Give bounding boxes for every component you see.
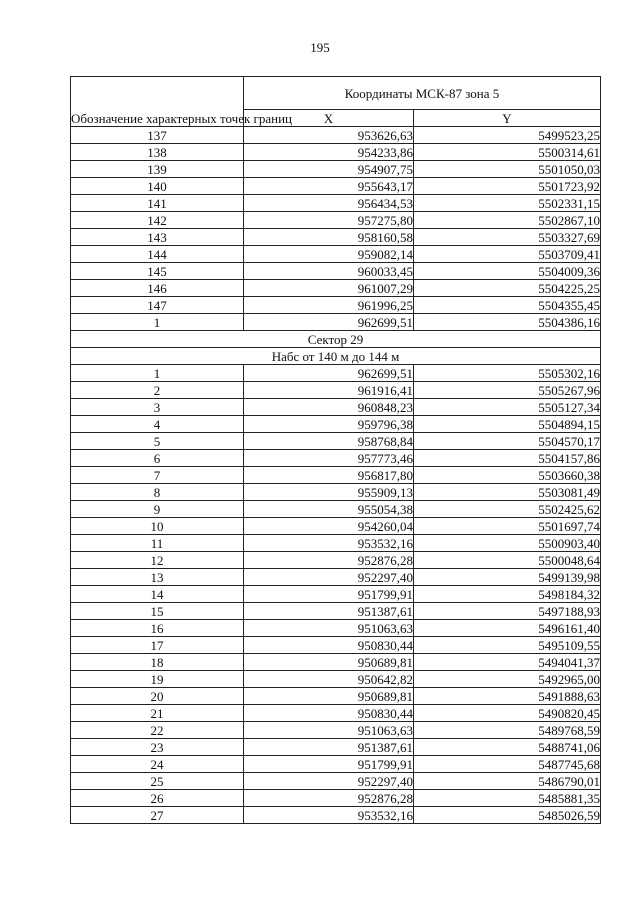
y-coordinate-cell: 5503709,41 [414, 246, 601, 263]
point-number-cell: 140 [71, 178, 244, 195]
y-coordinate-cell: 5504570,17 [414, 433, 601, 450]
point-number-cell: 23 [71, 739, 244, 756]
table-row [71, 773, 601, 790]
coordinate-system-header: Координаты МСК-87 зона 5 [244, 77, 601, 110]
point-number-cell: 14 [71, 586, 244, 603]
table-row [71, 807, 601, 824]
table-row [71, 399, 601, 416]
y-coordinate-cell: 5491888,63 [414, 688, 601, 705]
y-coordinate-cell: 5495109,55 [414, 637, 601, 654]
table-body-continued [71, 127, 601, 331]
y-column-header: Y [414, 110, 601, 127]
x-coordinate-cell: 951387,61 [244, 739, 414, 756]
y-coordinate-cell: 5497188,93 [414, 603, 601, 620]
table-row [71, 280, 601, 297]
y-coordinate-cell: 5496161,40 [414, 620, 601, 637]
x-coordinate-cell: 950830,44 [244, 637, 414, 654]
x-coordinate-cell: 953532,16 [244, 535, 414, 552]
x-coordinate-cell: 956817,80 [244, 467, 414, 484]
point-number-cell: 5 [71, 433, 244, 450]
table-row [71, 671, 601, 688]
y-coordinate-cell: 5490820,45 [414, 705, 601, 722]
point-number-cell: 138 [71, 144, 244, 161]
x-coordinate-cell: 961916,41 [244, 382, 414, 399]
x-coordinate-cell: 958160,58 [244, 229, 414, 246]
y-coordinate-cell: 5502867,10 [414, 212, 601, 229]
table-row [71, 688, 601, 705]
y-coordinate-cell: 5488741,06 [414, 739, 601, 756]
y-coordinate-cell: 5499139,98 [414, 569, 601, 586]
point-number-cell: 15 [71, 603, 244, 620]
table-row [71, 127, 601, 144]
point-number-cell: 144 [71, 246, 244, 263]
x-coordinate-cell: 955909,13 [244, 484, 414, 501]
point-number-cell: 6 [71, 450, 244, 467]
y-coordinate-cell: 5504386,16 [414, 314, 601, 331]
point-number-cell: 139 [71, 161, 244, 178]
x-coordinate-cell: 951799,91 [244, 586, 414, 603]
point-number-cell: 17 [71, 637, 244, 654]
coordinates-table [70, 76, 601, 824]
x-coordinate-cell: 952297,40 [244, 569, 414, 586]
point-number-cell: 27 [71, 807, 244, 824]
x-coordinate-cell: 960033,45 [244, 263, 414, 280]
table-row [71, 144, 601, 161]
table-row [71, 603, 601, 620]
sector-heading-group [71, 331, 601, 365]
x-coordinate-cell: 951799,91 [244, 756, 414, 773]
y-coordinate-cell: 5500314,61 [414, 144, 601, 161]
point-number-cell: 25 [71, 773, 244, 790]
y-coordinate-cell: 5492965,00 [414, 671, 601, 688]
x-coordinate-cell: 956434,53 [244, 195, 414, 212]
point-number-cell: 8 [71, 484, 244, 501]
point-number-cell: 16 [71, 620, 244, 637]
table-row [71, 722, 601, 739]
x-coordinate-cell: 962699,51 [244, 314, 414, 331]
y-coordinate-cell: 5502331,15 [414, 195, 601, 212]
sector-title: Сектор 29 [71, 331, 601, 348]
x-coordinate-cell: 952876,28 [244, 790, 414, 807]
x-coordinate-cell: 950689,81 [244, 688, 414, 705]
x-coordinate-cell: 953626,63 [244, 127, 414, 144]
point-number-cell: 142 [71, 212, 244, 229]
table-row [71, 484, 601, 501]
x-coordinate-cell: 959796,38 [244, 416, 414, 433]
y-coordinate-cell: 5501723,92 [414, 178, 601, 195]
x-coordinate-cell: 957773,46 [244, 450, 414, 467]
table-row [71, 569, 601, 586]
y-coordinate-cell: 5500903,40 [414, 535, 601, 552]
y-coordinate-cell: 5504157,86 [414, 450, 601, 467]
y-coordinate-cell: 5485881,35 [414, 790, 601, 807]
table-row [71, 195, 601, 212]
point-number-cell: 2 [71, 382, 244, 399]
y-coordinate-cell: 5502425,62 [414, 501, 601, 518]
page-number: 195 [310, 40, 330, 55]
y-coordinate-cell: 5504009,36 [414, 263, 601, 280]
x-coordinate-cell: 961007,29 [244, 280, 414, 297]
table-row [71, 416, 601, 433]
point-number-cell: 19 [71, 671, 244, 688]
y-coordinate-cell: 5503660,38 [414, 467, 601, 484]
point-number-cell: 9 [71, 501, 244, 518]
table-row [71, 450, 601, 467]
table-row [71, 586, 601, 603]
point-number-cell: 26 [71, 790, 244, 807]
table-row [71, 263, 601, 280]
x-coordinate-cell: 950689,81 [244, 654, 414, 671]
table-row [71, 178, 601, 195]
table-header [71, 77, 601, 127]
point-number-cell: 137 [71, 127, 244, 144]
y-coordinate-cell: 5503081,49 [414, 484, 601, 501]
y-coordinate-cell: 5505127,34 [414, 399, 601, 416]
table-row [71, 161, 601, 178]
point-number-cell: 141 [71, 195, 244, 212]
table-row [71, 654, 601, 671]
point-number-cell: 18 [71, 654, 244, 671]
point-number-cell: 22 [71, 722, 244, 739]
y-coordinate-cell: 5505267,96 [414, 382, 601, 399]
table-row [71, 756, 601, 773]
x-coordinate-cell: 961996,25 [244, 297, 414, 314]
table-row [71, 246, 601, 263]
table-row [71, 297, 601, 314]
y-coordinate-cell: 5501050,03 [414, 161, 601, 178]
y-coordinate-cell: 5489768,59 [414, 722, 601, 739]
table-row [71, 365, 601, 382]
table-row [71, 705, 601, 722]
table-body-sector [71, 365, 601, 824]
table-row [71, 467, 601, 484]
x-coordinate-cell: 951063,63 [244, 722, 414, 739]
x-coordinate-cell: 957275,80 [244, 212, 414, 229]
y-coordinate-cell: 5500048,64 [414, 552, 601, 569]
y-coordinate-cell: 5504355,45 [414, 297, 601, 314]
point-number-cell: 1 [71, 365, 244, 382]
x-coordinate-cell: 950642,82 [244, 671, 414, 688]
table-row [71, 552, 601, 569]
x-coordinate-cell: 954260,04 [244, 518, 414, 535]
x-coordinate-cell: 958768,84 [244, 433, 414, 450]
y-coordinate-cell: 5487745,68 [414, 756, 601, 773]
point-column-header: Обозначение характерных точек границ [71, 77, 244, 127]
x-coordinate-cell: 959082,14 [244, 246, 414, 263]
table-row [71, 212, 601, 229]
point-number-cell: 20 [71, 688, 244, 705]
y-coordinate-cell: 5504225,25 [414, 280, 601, 297]
y-coordinate-cell: 5501697,74 [414, 518, 601, 535]
y-coordinate-cell: 5485026,59 [414, 807, 601, 824]
point-number-cell: 143 [71, 229, 244, 246]
point-number-cell: 10 [71, 518, 244, 535]
point-number-cell: 24 [71, 756, 244, 773]
point-number-cell: 146 [71, 280, 244, 297]
table-row [71, 790, 601, 807]
y-coordinate-cell: 5504894,15 [414, 416, 601, 433]
table-row [71, 620, 601, 637]
x-coordinate-cell: 953532,16 [244, 807, 414, 824]
table-row [71, 314, 601, 331]
point-number-cell: 145 [71, 263, 244, 280]
point-number-cell: 13 [71, 569, 244, 586]
point-number-cell: 12 [71, 552, 244, 569]
point-number-cell: 11 [71, 535, 244, 552]
point-number-cell: 3 [71, 399, 244, 416]
x-coordinate-cell: 951063,63 [244, 620, 414, 637]
x-column-header: X [244, 110, 414, 127]
table-row [71, 739, 601, 756]
y-coordinate-cell: 5499523,25 [414, 127, 601, 144]
point-number-cell: 21 [71, 705, 244, 722]
table-row [71, 382, 601, 399]
point-number-cell: 4 [71, 416, 244, 433]
point-number-cell: 1 [71, 314, 244, 331]
x-coordinate-cell: 962699,51 [244, 365, 414, 382]
table-row [71, 518, 601, 535]
point-number-cell: 7 [71, 467, 244, 484]
table-row [71, 229, 601, 246]
table-row [71, 637, 601, 654]
table-row [71, 433, 601, 450]
y-coordinate-cell: 5498184,32 [414, 586, 601, 603]
y-coordinate-cell: 5503327,69 [414, 229, 601, 246]
x-coordinate-cell: 954907,75 [244, 161, 414, 178]
x-coordinate-cell: 951387,61 [244, 603, 414, 620]
x-coordinate-cell: 954233,86 [244, 144, 414, 161]
table-row [71, 501, 601, 518]
point-number-cell: 147 [71, 297, 244, 314]
x-coordinate-cell: 955643,17 [244, 178, 414, 195]
x-coordinate-cell: 952876,28 [244, 552, 414, 569]
y-coordinate-cell: 5505302,16 [414, 365, 601, 382]
x-coordinate-cell: 950830,44 [244, 705, 414, 722]
y-coordinate-cell: 5486790,01 [414, 773, 601, 790]
x-coordinate-cell: 955054,38 [244, 501, 414, 518]
x-coordinate-cell: 952297,40 [244, 773, 414, 790]
y-coordinate-cell: 5494041,37 [414, 654, 601, 671]
table-row [71, 535, 601, 552]
height-range-title: Набс от 140 м до 144 м [71, 348, 601, 365]
x-coordinate-cell: 960848,23 [244, 399, 414, 416]
